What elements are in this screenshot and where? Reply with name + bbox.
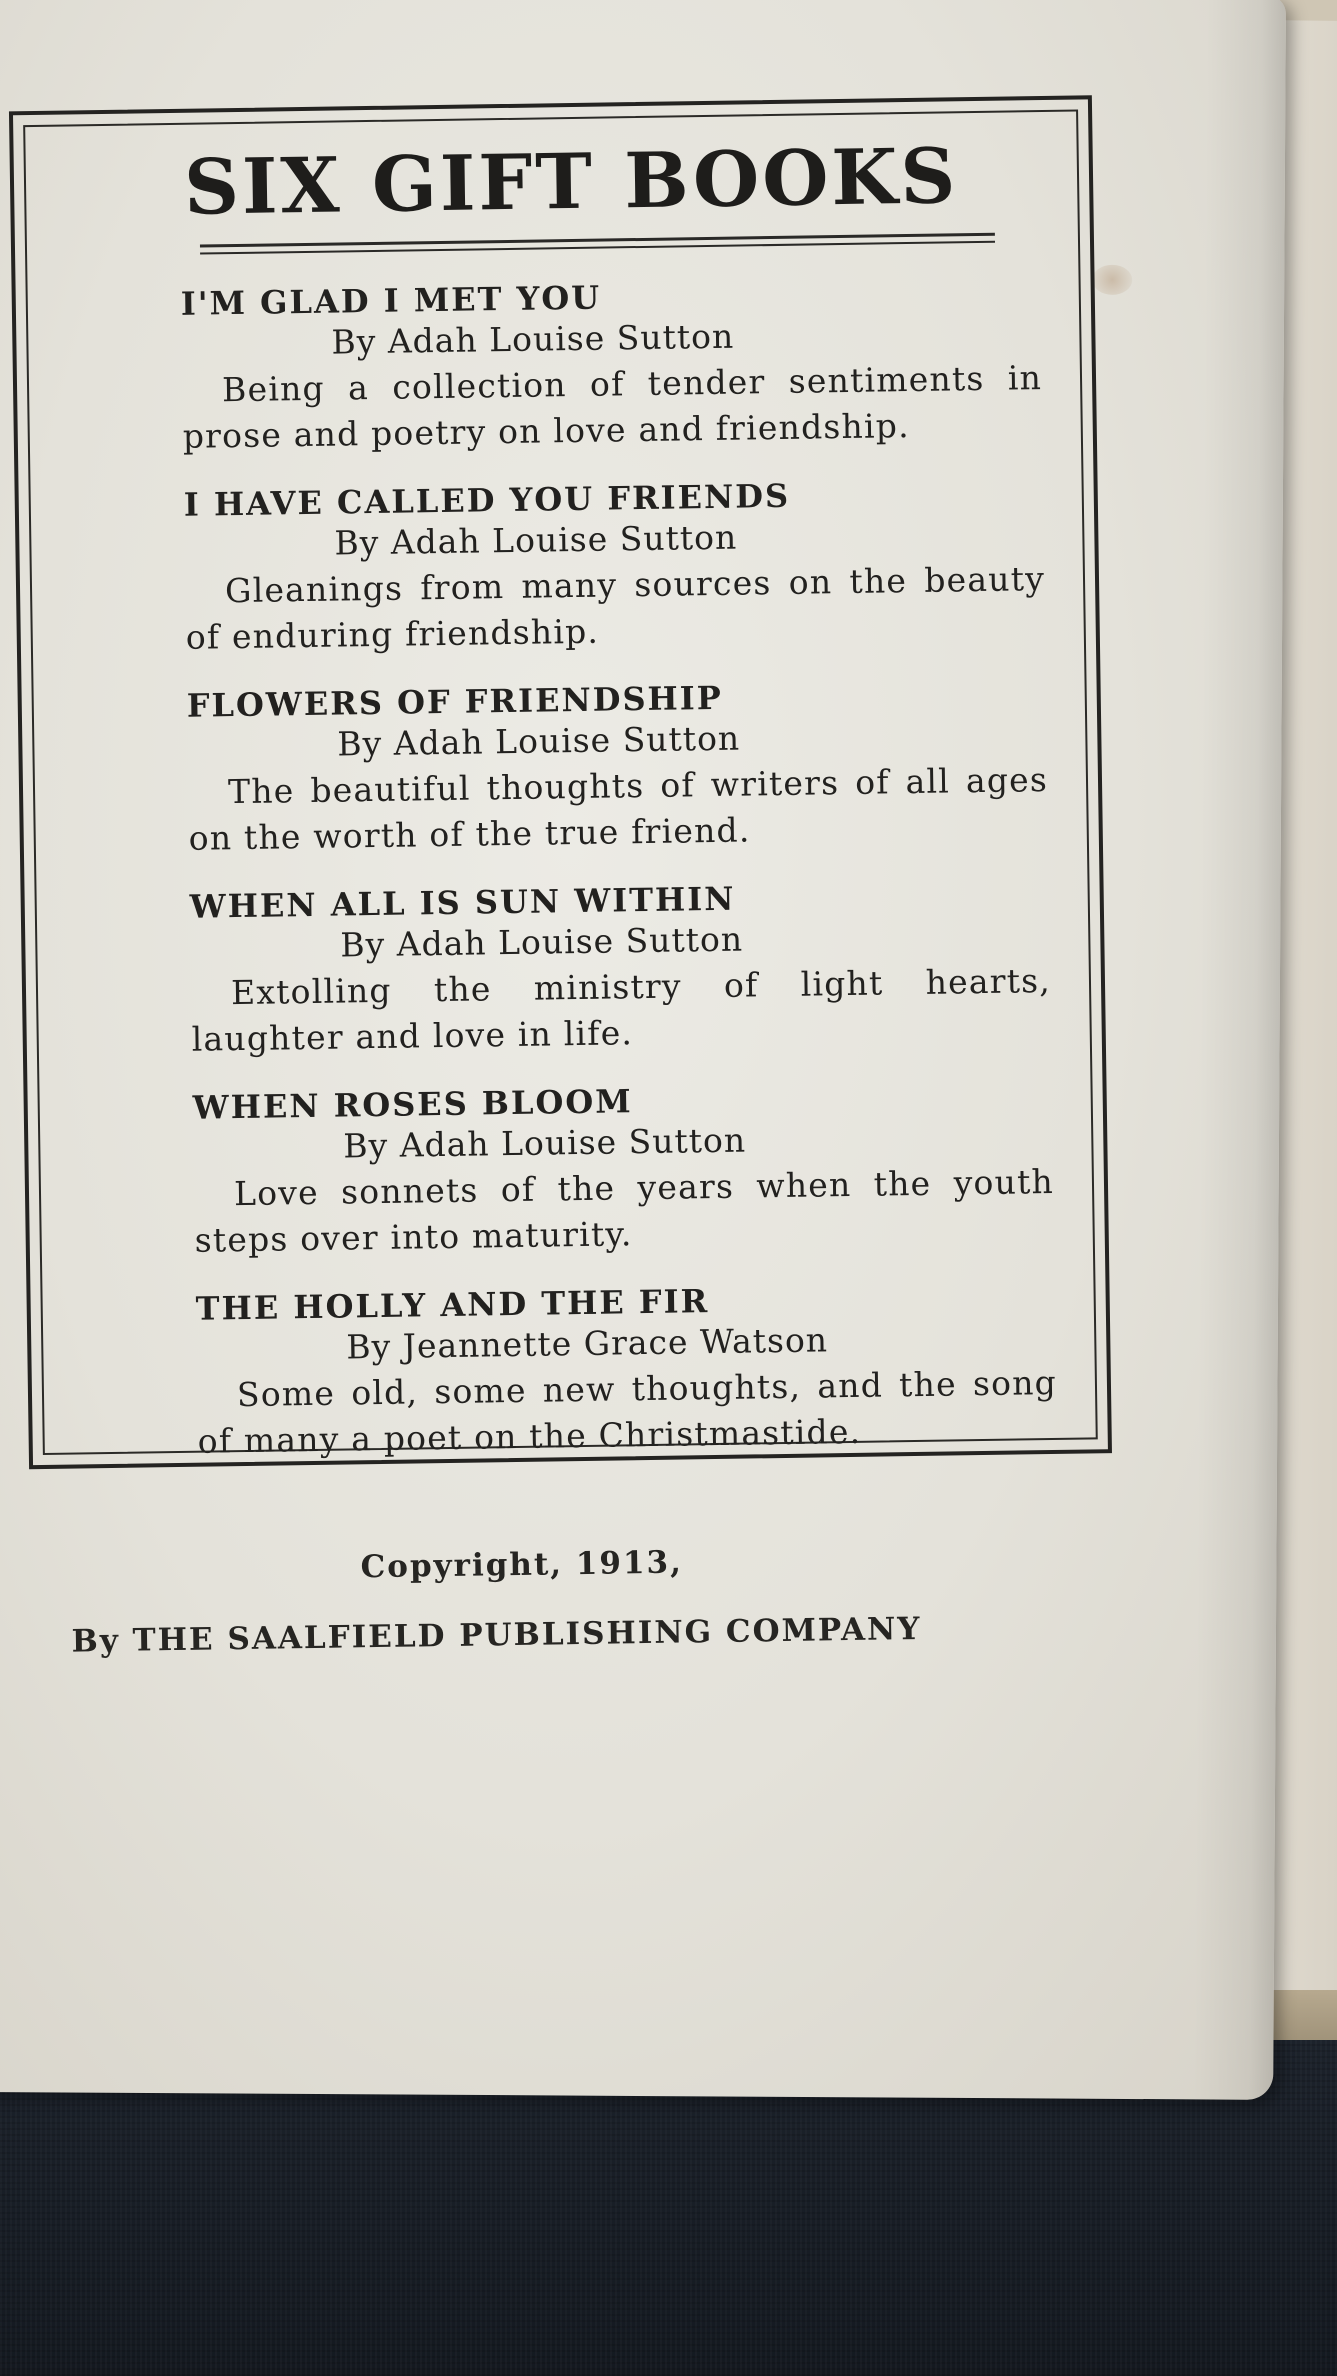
book-entry <box>192 1076 1055 1264</box>
book-author: By Adah Louise Sutton <box>343 1120 747 1166</box>
book-entry <box>181 272 1044 460</box>
book-title: I'M GLAD I MET YOU <box>180 278 602 323</box>
book-entry <box>189 875 1052 1063</box>
publisher-line: By THE SAALFIELD PUBLISHING COMPANY <box>71 1610 922 1660</box>
copyright-line: Copyright, 1913, <box>360 1544 684 1586</box>
book-description: The beautiful thoughts of writers of all ages on the worth of the true friend. <box>188 760 1049 858</box>
book-entry <box>195 1277 1058 1465</box>
book-entry <box>184 473 1047 661</box>
book-author: By Adah Louise Sutton <box>337 718 741 764</box>
book-author: By Adah Louise Sutton <box>331 316 735 362</box>
book-title: THE HOLLY AND THE FIR <box>195 1282 710 1328</box>
book-title: FLOWERS OF FRIENDSHIP <box>186 678 724 725</box>
book-list <box>181 272 1059 1491</box>
book-description: Extolling the ministry of light hearts, laughter and love in life. <box>191 960 1052 1059</box>
book-entry <box>187 674 1050 862</box>
book-author: By Jeannette Grace Watson <box>346 1320 829 1367</box>
book-title: WHEN ROSES BLOOM <box>192 1082 633 1127</box>
book-description: Being a collection of tender sentiments in prose and poetry on love and friendship. <box>182 358 1043 456</box>
page-title: SIX GIFT BOOKS <box>183 131 959 232</box>
book-title: I HAVE CALLED YOU FRIENDS <box>183 476 791 524</box>
book-description: Some old, some new thoughts, and the song of many a poet on the Christmastide. <box>197 1362 1058 1461</box>
book-author: By Adah Louise Sutton <box>340 919 744 965</box>
book-author: By Adah Louise Sutton <box>334 517 738 563</box>
book-description: Gleanings from many sources on the beauty of enduring friendship. <box>185 559 1046 657</box>
book-description: Love sonnets of the years when the youth steps over into maturity. <box>194 1161 1055 1260</box>
book-title: WHEN ALL IS SUN WITHIN <box>189 879 736 926</box>
advertisement-frame <box>9 95 1112 1469</box>
